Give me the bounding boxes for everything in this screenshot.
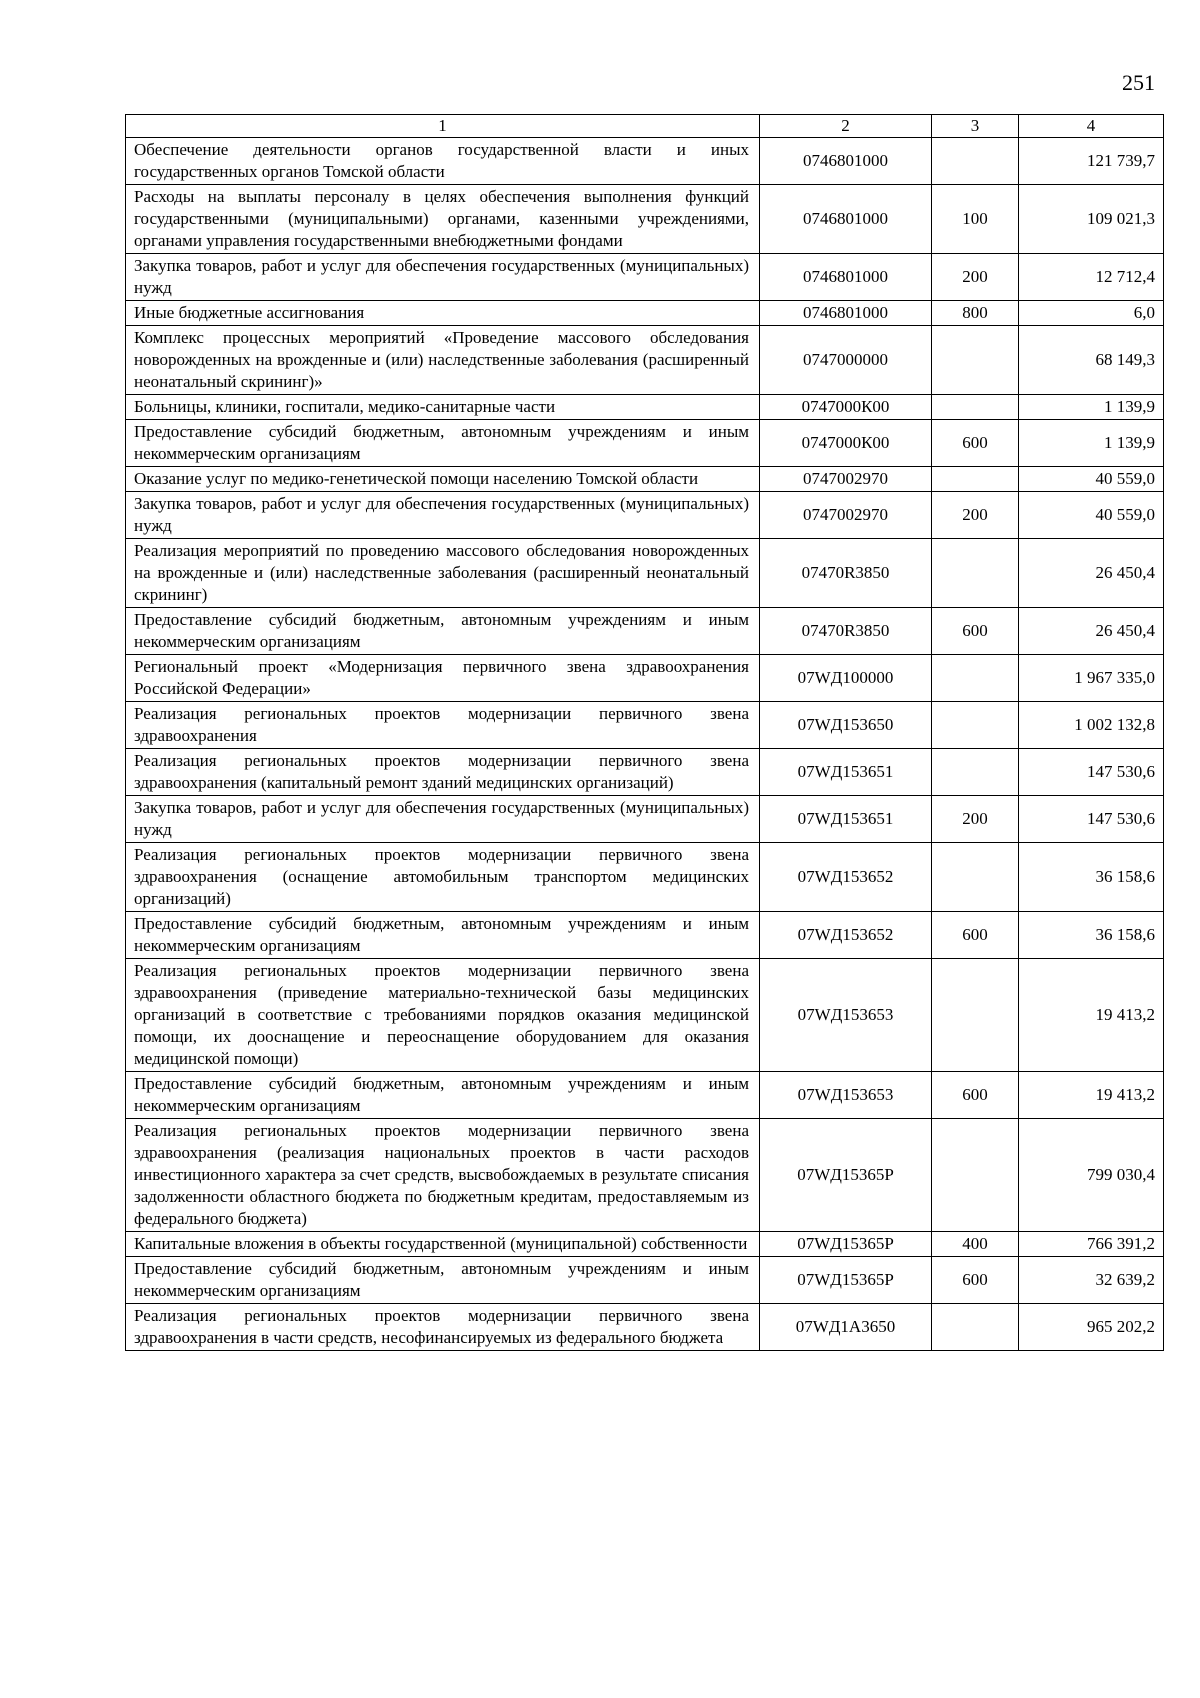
row-code-cell: 0747002970 <box>760 467 932 492</box>
row-amount-cell: 147 530,6 <box>1019 796 1164 843</box>
row-name-cell: Предоставление субсидий бюджетным, автономным учреждениям и иным некоммерческим организациям <box>126 1072 760 1119</box>
row-expense-type-cell <box>932 138 1019 185</box>
row-name-cell: Реализация региональных проектов модернизации первичного звена здравоохранения <box>126 702 760 749</box>
budget-table <box>125 114 1164 1351</box>
row-code-cell: 07WД153651 <box>760 749 932 796</box>
table-row <box>126 608 1164 655</box>
table-header-row <box>126 115 1164 138</box>
row-code-cell: 07WД153652 <box>760 912 932 959</box>
row-name-cell: Предоставление субсидий бюджетным, автономным учреждениям и иным некоммерческим организациям <box>126 420 760 467</box>
row-expense-type-cell <box>932 655 1019 702</box>
row-amount-cell: 36 158,6 <box>1019 912 1164 959</box>
row-code-cell: 07WД100000 <box>760 655 932 702</box>
row-amount-cell: 766 391,2 <box>1019 1232 1164 1257</box>
table-row <box>126 492 1164 539</box>
row-amount-cell: 1 139,9 <box>1019 395 1164 420</box>
row-amount-cell: 26 450,4 <box>1019 608 1164 655</box>
row-amount-cell: 965 202,2 <box>1019 1304 1164 1351</box>
row-amount-cell: 799 030,4 <box>1019 1119 1164 1232</box>
row-expense-type-cell: 600 <box>932 1257 1019 1304</box>
row-expense-type-cell: 200 <box>932 796 1019 843</box>
row-name-cell: Реализация региональных проектов модернизации первичного звена здравоохранения (капитальный ремонт зданий медицинских организаций) <box>126 749 760 796</box>
row-expense-type-cell: 400 <box>932 1232 1019 1257</box>
row-code-cell: 0747000К00 <box>760 420 932 467</box>
row-amount-cell: 147 530,6 <box>1019 749 1164 796</box>
row-amount-cell: 6,0 <box>1019 301 1164 326</box>
row-name-cell: Капитальные вложения в объекты государственной (муниципальной) собственности <box>126 1232 760 1257</box>
row-code-cell: 07WД15365Р <box>760 1119 932 1232</box>
row-name-cell: Комплекс процессных мероприятий «Проведение массового обследования новорожденных на врожденные и (или) наследственные заболевания (расширенный неонатальный скрининг)» <box>126 326 760 395</box>
column-header: 1 <box>126 115 760 138</box>
row-code-cell: 07WД153650 <box>760 702 932 749</box>
column-header: 3 <box>932 115 1019 138</box>
table-row <box>126 185 1164 254</box>
table-row <box>126 326 1164 395</box>
row-amount-cell: 40 559,0 <box>1019 492 1164 539</box>
row-code-cell: 0747000К00 <box>760 395 932 420</box>
row-code-cell: 0746801000 <box>760 138 932 185</box>
row-code-cell: 07470R3850 <box>760 608 932 655</box>
table-row <box>126 702 1164 749</box>
table-row <box>126 1119 1164 1232</box>
row-amount-cell: 19 413,2 <box>1019 959 1164 1072</box>
row-expense-type-cell: 600 <box>932 912 1019 959</box>
row-code-cell: 07WД1А3650 <box>760 1304 932 1351</box>
table-row <box>126 254 1164 301</box>
table-row <box>126 420 1164 467</box>
row-amount-cell: 1 967 335,0 <box>1019 655 1164 702</box>
table-row <box>126 1304 1164 1351</box>
table-body <box>126 138 1164 1351</box>
row-code-cell: 07WД15365Р <box>760 1257 932 1304</box>
column-header: 4 <box>1019 115 1164 138</box>
row-name-cell: Реализация региональных проектов модернизации первичного звена здравоохранения в части средств, несофинансируемых из федерального бюджета <box>126 1304 760 1351</box>
row-code-cell: 07WД153653 <box>760 1072 932 1119</box>
row-expense-type-cell <box>932 1304 1019 1351</box>
row-code-cell: 0746801000 <box>760 185 932 254</box>
table-row <box>126 959 1164 1072</box>
table-row <box>126 796 1164 843</box>
row-amount-cell: 26 450,4 <box>1019 539 1164 608</box>
row-expense-type-cell <box>932 326 1019 395</box>
row-name-cell: Больницы, клиники, госпитали, медико-санитарные части <box>126 395 760 420</box>
row-name-cell: Реализация региональных проектов модернизации первичного звена здравоохранения (оснащение автомобильным транспортом медицинских организаций) <box>126 843 760 912</box>
row-amount-cell: 40 559,0 <box>1019 467 1164 492</box>
row-amount-cell: 12 712,4 <box>1019 254 1164 301</box>
row-expense-type-cell: 200 <box>932 492 1019 539</box>
row-expense-type-cell: 600 <box>932 608 1019 655</box>
row-code-cell: 07WД15365Р <box>760 1232 932 1257</box>
row-code-cell: 0746801000 <box>760 254 932 301</box>
row-expense-type-cell: 200 <box>932 254 1019 301</box>
row-expense-type-cell <box>932 749 1019 796</box>
table-row <box>126 467 1164 492</box>
row-name-cell: Иные бюджетные ассигнования <box>126 301 760 326</box>
row-amount-cell: 68 149,3 <box>1019 326 1164 395</box>
row-expense-type-cell <box>932 843 1019 912</box>
row-expense-type-cell: 800 <box>932 301 1019 326</box>
row-expense-type-cell <box>932 959 1019 1072</box>
table-row <box>126 749 1164 796</box>
row-expense-type-cell <box>932 539 1019 608</box>
row-code-cell: 0747002970 <box>760 492 932 539</box>
row-amount-cell: 1 139,9 <box>1019 420 1164 467</box>
row-code-cell: 07470R3850 <box>760 539 932 608</box>
table-row <box>126 1072 1164 1119</box>
table-row <box>126 301 1164 326</box>
column-header: 2 <box>760 115 932 138</box>
row-expense-type-cell <box>932 395 1019 420</box>
table-row <box>126 1232 1164 1257</box>
row-expense-type-cell <box>932 467 1019 492</box>
row-code-cell: 07WД153653 <box>760 959 932 1072</box>
row-name-cell: Предоставление субсидий бюджетным, автономным учреждениям и иным некоммерческим организациям <box>126 912 760 959</box>
row-name-cell: Предоставление субсидий бюджетным, автономным учреждениям и иным некоммерческим организациям <box>126 1257 760 1304</box>
row-name-cell: Реализация региональных проектов модернизации первичного звена здравоохранения (приведение материально-технической базы медицинских организаций в соответствие с требованиями порядков оказания медицинской помощи, их дооснащение и переоснащение оборудованием для оказания медицинской помощи) <box>126 959 760 1072</box>
row-amount-cell: 121 739,7 <box>1019 138 1164 185</box>
row-expense-type-cell: 600 <box>932 420 1019 467</box>
page-number: 251 <box>1122 70 1155 95</box>
row-name-cell: Оказание услуг по медико-генетической помощи населению Томской области <box>126 467 760 492</box>
table-row <box>126 655 1164 702</box>
row-code-cell: 0747000000 <box>760 326 932 395</box>
table-row <box>126 843 1164 912</box>
row-name-cell: Расходы на выплаты персоналу в целях обеспечения выполнения функций государственными (муниципальными) органами, казенными учреждениями, органами управления государственными внебюджетными фондами <box>126 185 760 254</box>
row-amount-cell: 109 021,3 <box>1019 185 1164 254</box>
row-name-cell: Закупка товаров, работ и услуг для обеспечения государственных (муниципальных) нужд <box>126 492 760 539</box>
table-row <box>126 1257 1164 1304</box>
row-name-cell: Предоставление субсидий бюджетным, автономным учреждениям и иным некоммерческим организациям <box>126 608 760 655</box>
row-name-cell: Региональный проект «Модернизация первичного звена здравоохранения Российской Федерации» <box>126 655 760 702</box>
row-name-cell: Закупка товаров, работ и услуг для обеспечения государственных (муниципальных) нужд <box>126 796 760 843</box>
row-amount-cell: 19 413,2 <box>1019 1072 1164 1119</box>
row-name-cell: Реализация мероприятий по проведению массового обследования новорожденных на врожденные и (или) наследственные заболевания (расширенный неонатальный скрининг) <box>126 539 760 608</box>
row-expense-type-cell <box>932 1119 1019 1232</box>
row-expense-type-cell: 600 <box>932 1072 1019 1119</box>
row-code-cell: 07WД153652 <box>760 843 932 912</box>
row-name-cell: Реализация региональных проектов модернизации первичного звена здравоохранения (реализация национальных проектов в части расходов инвестиционного характера за счет средств, высвобождаемых в результате списания задолженности областного бюджета по бюджетным кредитам, предоставляемым из федерального бюджета) <box>126 1119 760 1232</box>
row-code-cell: 07WД153651 <box>760 796 932 843</box>
table-row <box>126 912 1164 959</box>
row-expense-type-cell: 100 <box>932 185 1019 254</box>
row-amount-cell: 36 158,6 <box>1019 843 1164 912</box>
table-row <box>126 539 1164 608</box>
table-row <box>126 138 1164 185</box>
row-name-cell: Обеспечение деятельности органов государственной власти и иных государственных органов Томской области <box>126 138 760 185</box>
row-amount-cell: 32 639,2 <box>1019 1257 1164 1304</box>
row-expense-type-cell <box>932 702 1019 749</box>
table-row <box>126 395 1164 420</box>
row-name-cell: Закупка товаров, работ и услуг для обеспечения государственных (муниципальных) нужд <box>126 254 760 301</box>
row-amount-cell: 1 002 132,8 <box>1019 702 1164 749</box>
row-code-cell: 0746801000 <box>760 301 932 326</box>
